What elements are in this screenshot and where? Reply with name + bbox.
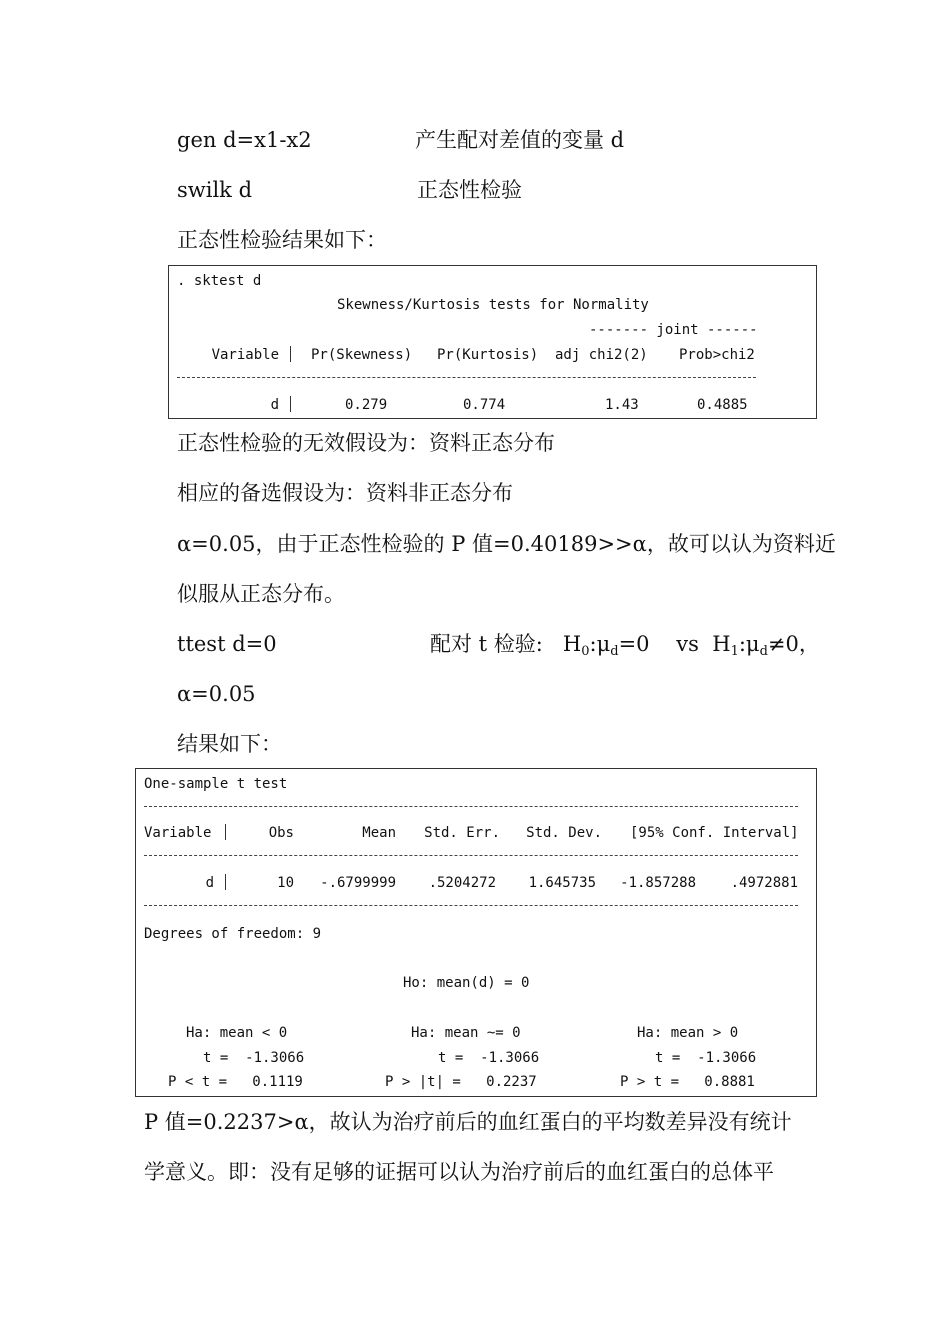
ttest-val-ci-low: -1.857288 bbox=[620, 875, 696, 891]
ttest-col-separator bbox=[225, 824, 226, 840]
sktest-command: . sktest d bbox=[177, 273, 262, 289]
ttest-ho: Ho: mean(d) = 0 bbox=[403, 975, 530, 991]
swilk-command: swilk d bbox=[177, 178, 253, 202]
sktest-output-box bbox=[168, 265, 817, 419]
sktest-val-adj-chi2: 1.43 bbox=[605, 397, 639, 413]
h1-mu: :μ bbox=[738, 632, 760, 656]
h0-mu-subscript: d bbox=[610, 644, 619, 659]
sktest-row-variable: d bbox=[270, 397, 279, 413]
h0-subscript: 0 bbox=[581, 644, 590, 659]
null-hypothesis-text: 正态性检验的无效假设为：资料正态分布 bbox=[177, 431, 555, 455]
ttest-divider-header bbox=[144, 855, 798, 856]
ttest-col-obs: Obs bbox=[268, 825, 294, 841]
sktest-val-pr-kurt: 0.774 bbox=[463, 397, 506, 413]
ttest-command: ttest d=0 bbox=[177, 632, 277, 656]
h0-symbol: H bbox=[562, 632, 582, 656]
h0-value: =0 bbox=[618, 632, 650, 656]
ttest-val-ci-high: .4972881 bbox=[730, 875, 798, 891]
sktest-col-adj-chi2: adj chi2(2) bbox=[555, 347, 648, 363]
ttest-divider-bottom bbox=[144, 905, 798, 906]
ttest-row-separator bbox=[225, 874, 226, 890]
ttest-val-obs: 10 bbox=[277, 875, 294, 891]
ttest-t-neq: t = -1.3066 bbox=[438, 1050, 540, 1066]
h1-value: ≠0， bbox=[767, 632, 820, 656]
alt-hypothesis-text: 相应的备选假设为：资料非正态分布 bbox=[177, 481, 513, 505]
ttest-t-greater: t = -1.3066 bbox=[655, 1050, 757, 1066]
sktest-col-separator bbox=[290, 346, 291, 362]
swilk-description: 正态性检验 bbox=[417, 178, 522, 202]
ttest-title: One-sample t test bbox=[144, 776, 288, 792]
normality-intro: 正态性检验结果如下： bbox=[177, 228, 387, 252]
sktest-col-variable: Variable bbox=[211, 347, 279, 363]
ttest-p-neq: P > |t| = 0.2237 bbox=[385, 1074, 537, 1090]
ttest-col-mean: Mean bbox=[362, 825, 396, 841]
sktest-row-separator bbox=[290, 396, 291, 412]
ttest-col-ci: [95% Conf. Interval] bbox=[630, 825, 799, 841]
h1-mu-subscript: d bbox=[759, 644, 768, 659]
sktest-joint-header: ------- joint ------ bbox=[589, 322, 758, 338]
ttest-ha-greater: Ha: mean > 0 bbox=[637, 1025, 739, 1041]
sktest-val-prob-chi2: 0.4885 bbox=[697, 397, 748, 413]
ttest-ha-neq: Ha: mean ~= 0 bbox=[411, 1025, 521, 1041]
gen-description: 产生配对差值的变量 d bbox=[415, 128, 625, 152]
ttest-dof: Degrees of freedom: 9 bbox=[144, 926, 322, 942]
ttest-t-less: t = -1.3066 bbox=[203, 1050, 305, 1066]
ttest-row-variable: d bbox=[205, 875, 214, 891]
alpha-line-3: α=0.05 bbox=[177, 682, 256, 706]
sktest-val-pr-skew: 0.279 bbox=[345, 397, 388, 413]
sktest-col-prob-chi2: Prob>chi2 bbox=[679, 347, 755, 363]
ttest-desc: 配对 t 检验: bbox=[430, 632, 543, 656]
h1-subscript: 1 bbox=[730, 644, 739, 659]
ttest-val-se: .5204272 bbox=[428, 875, 496, 891]
h1-symbol: H bbox=[712, 632, 731, 656]
ttest-divider-top bbox=[144, 806, 798, 807]
alpha-line-1: α=0.05，由于正态性检验的 P 值=0.40189>>α，故可以认为资料近 bbox=[177, 532, 836, 556]
ttest-col-se: Std. Err. bbox=[424, 825, 500, 841]
sktest-col-pr-skew: Pr(Skewness) bbox=[311, 347, 413, 363]
ttest-val-mean: -.6799999 bbox=[320, 875, 396, 891]
gen-command: gen d=x1-x2 bbox=[177, 128, 312, 152]
sktest-col-pr-kurt: Pr(Kurtosis) bbox=[437, 347, 539, 363]
conclusion-line-1: P 值=0.2237>α，故认为治疗前后的血红蛋白的平均数差异没有统计 bbox=[144, 1110, 792, 1134]
vs-text: vs bbox=[676, 632, 699, 656]
ttest-col-sd: Std. Dev. bbox=[526, 825, 602, 841]
ttest-ha-less: Ha: mean < 0 bbox=[186, 1025, 288, 1041]
ttest-val-sd: 1.645735 bbox=[528, 875, 596, 891]
ttest-output-box bbox=[135, 768, 817, 1097]
sktest-divider bbox=[177, 377, 756, 378]
conclusion-line-2: 学意义。即：没有足够的证据可以认为治疗前后的血红蛋白的总体平 bbox=[144, 1160, 774, 1184]
alpha-line-2: 似服从正态分布。 bbox=[177, 582, 345, 606]
ttest-col-variable: Variable bbox=[144, 825, 212, 841]
ttest-hypothesis bbox=[430, 630, 820, 666]
result-intro: 结果如下： bbox=[177, 732, 282, 756]
ttest-p-greater: P > t = 0.8881 bbox=[620, 1074, 755, 1090]
ttest-p-less: P < t = 0.1119 bbox=[168, 1074, 303, 1090]
h0-mu: :μ bbox=[589, 632, 611, 656]
sktest-title: Skewness/Kurtosis tests for Normality bbox=[337, 297, 649, 313]
